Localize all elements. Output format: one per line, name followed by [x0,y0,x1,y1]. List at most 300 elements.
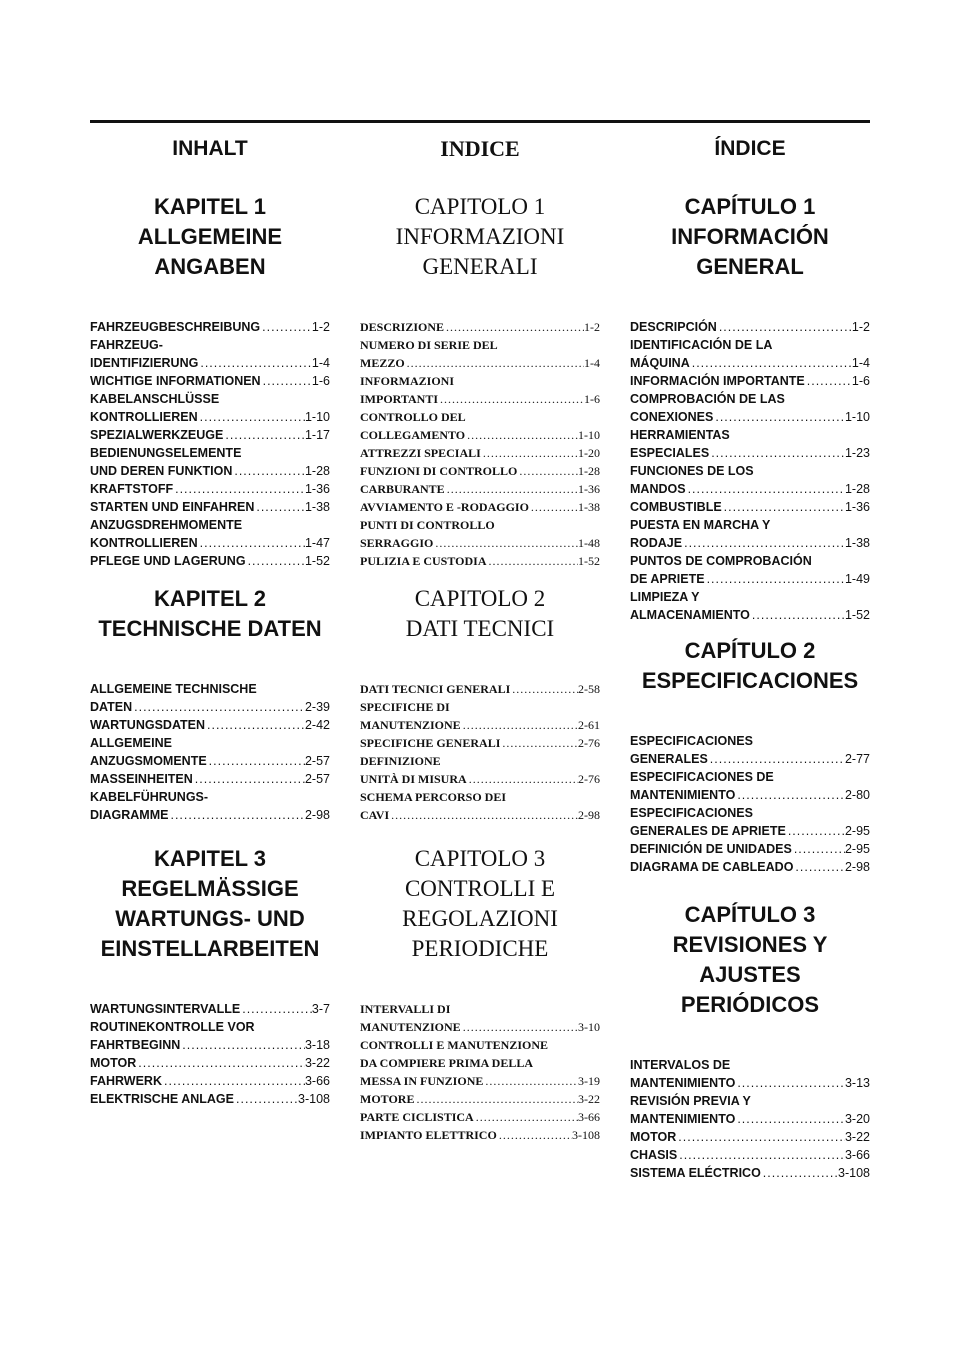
toc-entry-label: CHASIS [630,1148,678,1162]
toc-page-number: 1-38 [578,500,600,514]
chapter-1 [360,192,600,570]
dot-leader [438,390,584,408]
chapter-heading-line: KAPITEL 2 [153,586,267,611]
dot-leader [173,480,305,498]
toc-entry[interactable] [360,698,600,734]
toc-entry-row [630,1146,870,1164]
toc-entry-row [630,534,870,552]
toc-page-number: 1-52 [578,554,600,568]
toc-page-number: 3-108 [298,1092,330,1106]
toc-page-number: 1-38 [844,536,870,550]
toc-entry-row [90,1090,330,1108]
chapter-heading-line: INFORMACIÓN [671,224,829,249]
toc-page-number: 1-28 [304,464,330,478]
toc-entry-row [90,534,330,552]
toc-page-number: 1-52 [844,608,870,622]
toc-page-number: 3-13 [844,1076,870,1090]
toc-entry[interactable] [90,734,330,770]
toc-list [90,1000,330,1108]
dot-leader [805,372,852,390]
toc-entry-label: MOTOR [630,1130,677,1144]
dot-leader [168,806,305,824]
toc-entry-label: INFORMACIÓN IMPORTANTE [630,374,805,388]
toc-entry-row [90,318,330,336]
dot-leader [708,750,845,768]
toc-page-number: 3-22 [578,1092,600,1106]
toc-entry-label: ALLGEMEINE [90,736,172,750]
toc-entry-label: DIAGRAMA DE CABLEADO [630,860,794,874]
toc-entry-label: BEDIENUNGSELEMENTE [90,446,242,460]
toc-entry-label: ROUTINEKONTROLLE VOR [90,1020,255,1034]
toc-entry-row [90,1054,330,1072]
toc-entry-label: MANTENIMIENTO [630,788,736,802]
chapter-1 [630,192,870,624]
dot-leader [234,1090,298,1108]
toc-page-number: 3-108 [838,1166,870,1180]
toc-entry-label: SISTEMA ELÉCTRICO [630,1166,761,1180]
toc-entry[interactable] [630,840,870,858]
toc-entry-row [90,426,330,444]
toc-entry-label: PUNTOS DE COMPROBACIÓN [630,554,812,568]
toc-entry-label: FAHRZEUG- [90,338,163,352]
toc-entry[interactable] [90,1000,330,1018]
toc-entry-label: CONTROLLI E MANUTENZIONE [360,1038,549,1052]
toc-entry[interactable] [90,1054,330,1072]
toc-entry-label: INTERVALLI DI [360,1002,451,1016]
toc-entry-label: MANDOS [630,482,686,496]
toc-page-number: 2-39 [304,700,330,714]
toc-entry[interactable] [630,462,870,498]
toc-entry-label: CONTROLLO DEL [360,410,466,424]
chapter-heading-line: CAPÍTULO 1 [684,194,816,219]
toc-entry-label: DESCRIZIONE [360,320,445,334]
toc-list [90,318,330,570]
column-title: INHALT [172,137,248,160]
toc-entry-label: DA COMPIERE PRIMA DELLA [360,1056,534,1070]
chapter-heading [360,192,600,282]
dot-leader [433,534,578,552]
dot-leader [735,1074,845,1092]
chapter-heading [90,192,330,282]
dot-leader [414,1090,578,1108]
toc-page-number: 1-28 [578,464,600,478]
toc-entry-row [90,1036,330,1054]
chapter-2 [360,584,600,824]
toc-entry[interactable] [630,804,870,840]
toc-entry[interactable] [90,770,330,788]
toc-entry-label: REVISIÓN PREVIA Y [630,1094,751,1108]
toc-entry-row [630,354,870,372]
toc-entry[interactable] [360,336,600,372]
toc-entry-row [630,372,870,390]
chapter-heading-line: AJUSTES [699,962,801,987]
toc-page-number: 2-98 [844,860,870,874]
toc-page-number: 1-52 [304,554,330,568]
toc-entry[interactable] [90,1072,330,1090]
toc-entry[interactable] [630,1092,870,1128]
toc-entry[interactable] [360,1108,600,1126]
toc-page-number: 2-61 [578,718,600,732]
toc-entry[interactable] [630,1128,870,1146]
toc-entry-label: ATTREZZI SPECIALI [360,446,481,460]
dot-leader [500,734,578,752]
toc-entry-label: CONEXIONES [630,410,714,424]
toc-entry-row [90,1000,330,1018]
dot-leader [180,1036,305,1054]
toc-entry-label: DEFINICIÓN DE UNIDADES [630,842,792,856]
chapter-heading [360,844,600,964]
toc-entry-row [630,408,870,426]
toc-entry-row [90,372,330,390]
toc-page-number: 1-38 [304,500,330,514]
chapter-3 [630,900,870,1182]
toc-page-number: 2-98 [304,808,330,822]
chapter-heading-line: PERIÓDICOS [680,992,820,1017]
dot-leader [676,1128,845,1146]
toc-page-number: 1-20 [578,446,600,460]
toc-entry-label: ALLGEMEINE TECHNISCHE [90,682,257,696]
toc-entry-label: COMBUSTIBLE [630,500,722,514]
toc-entry-label: FAHRTBEGINN [90,1038,181,1052]
toc-entry[interactable] [360,498,600,516]
toc-page-number: 1-2 [851,320,870,334]
chapter-heading-line: REGELMÄSSIGE [121,876,299,901]
toc-entry-label: GENERALES [630,752,708,766]
toc-entry-row [360,1090,600,1108]
toc-entry-row [360,498,600,516]
toc-entry-row [630,1128,870,1146]
toc-page-number: 1-23 [844,446,870,460]
toc-page-number: 2-95 [844,824,870,838]
toc-entry[interactable] [630,768,870,804]
dot-leader [260,318,312,336]
toc-entry-row [360,480,600,498]
toc-entry[interactable] [360,372,600,408]
toc-entry[interactable] [360,788,600,824]
toc-entry-row [360,680,600,698]
dot-leader [132,698,305,716]
toc-entry-label: MANUTENZIONE [360,718,461,732]
chapter-heading [630,636,870,696]
toc-entry-row [630,858,870,876]
toc-page-number: 3-18 [304,1038,330,1052]
toc-list [630,732,870,876]
toc-entry-row [90,498,330,516]
chapter-heading-line: WARTUNGS- UND [115,906,305,931]
toc-page-number: 3-66 [304,1074,330,1088]
toc-page-number: 1-10 [844,410,870,424]
dot-leader [198,534,305,552]
toc-entry-label: DESCRIPCIÓN [630,320,717,334]
toc-list [630,318,870,624]
toc-entry[interactable] [630,1146,870,1164]
toc-entry-label: SCHEMA PERCORSO DEI [360,790,507,804]
toc-entry-row [630,1074,870,1092]
toc-entry[interactable] [360,408,600,444]
toc-page-number: 1-17 [304,428,330,442]
toc-entry-label: GENERALES DE APRIETE [630,824,786,838]
toc-entry-label: UNITÀ DI MISURA [360,772,467,786]
dot-leader [405,354,584,372]
toc-entry-label: ESPECIFICACIONES [630,734,753,748]
toc-entry-label: MOTORE [360,1092,415,1106]
toc-entry[interactable] [90,552,330,570]
toc-entry-label: WICHTIGE INFORMATIONEN [90,374,261,388]
chapter-heading-line: CAPITOLO 2 [414,586,546,611]
chapter-heading-line: CAPÍTULO 3 [684,902,816,927]
dot-leader [461,716,578,734]
toc-entry-label: WARTUNGSINTERVALLE [90,1002,241,1016]
toc-entry-label: CARBURANTE [360,482,445,496]
toc-entry[interactable] [360,462,600,480]
toc-entry-label: FAHRWERK [90,1074,162,1088]
toc-entry-row [90,806,330,824]
chapter-heading [90,844,330,964]
toc-entry-label: KONTROLLIEREN [90,410,198,424]
chapter-heading-line: REVISIONES Y [672,932,828,957]
toc-entry[interactable] [360,680,600,698]
toc-page-number: 3-10 [578,1020,600,1034]
toc-entry-label: LIMPIEZA Y [630,590,700,604]
dot-leader [207,752,305,770]
toc-page-number: 1-28 [844,482,870,496]
toc-entry[interactable] [360,1036,600,1090]
chapter-heading [630,192,870,282]
toc-entry[interactable] [360,444,600,462]
toc-entry[interactable] [90,444,330,480]
toc-entry[interactable] [630,516,870,552]
toc-entry[interactable] [360,480,600,498]
toc-entry[interactable] [90,716,330,734]
dot-leader [486,552,578,570]
toc-entry-label: RODAJE [630,536,683,550]
toc-page-number: 2-58 [578,682,600,696]
dot-leader [240,1000,312,1018]
toc-list [360,318,600,570]
toc-page-number: 3-22 [304,1056,330,1070]
toc-list [360,1000,600,1144]
toc-entry-label: SPECIFICHE DI [360,700,450,714]
dot-leader [136,1054,305,1072]
toc-page-number: 2-77 [844,752,870,766]
dot-leader [481,444,578,462]
chapter-heading-line: KAPITEL 3 [153,846,267,871]
toc-entry-label: ESPECIALES [630,446,710,460]
dot-leader [223,426,305,444]
toc-entry[interactable] [360,1000,600,1036]
toc-list [360,680,600,824]
toc-entry-row [90,480,330,498]
toc-entry-row [90,408,330,426]
dot-leader [722,498,845,516]
toc-entry[interactable] [90,318,330,336]
toc-entry-row [360,354,600,372]
chapter-heading-line: ALLGEMEINE [137,224,283,249]
toc-entry-row [90,752,330,770]
toc-entry-label: KABELFÜHRUNGS- [90,790,209,804]
toc-entry[interactable] [630,552,870,588]
toc-entry-row [630,606,870,624]
toc-entry-label: ANZUGSDREHMOMENTE [90,518,243,532]
toc-entry-label: SERRAGGIO [360,536,434,550]
chapter-heading [360,584,600,644]
dot-leader [682,534,845,552]
chapter-heading-line: ESPECIFICACIONES [641,668,859,693]
toc-entry[interactable] [360,734,600,752]
toc-entry[interactable] [360,1090,600,1108]
dot-leader [761,1164,838,1182]
toc-entry-label: ANZUGSMOMENTE [90,754,207,768]
dot-leader [444,318,584,336]
chapter-heading-line: ANGABEN [154,254,266,279]
toc-entry[interactable] [630,372,870,390]
toc-entry[interactable] [630,1056,870,1092]
toc-entry-row [90,354,330,372]
toc-entry-row [90,698,330,716]
toc-entry-label: HERRAMIENTAS [630,428,730,442]
chapter-heading-line: CAPITOLO 1 [414,194,546,219]
toc-entry-label: MANTENIMIENTO [630,1076,736,1090]
toc-entry-row [90,770,330,788]
toc-entry-row [630,444,870,462]
toc-entry[interactable] [90,336,330,372]
toc-entry[interactable] [630,1164,870,1182]
toc-entry[interactable] [630,426,870,462]
chapter-heading [630,900,870,1020]
toc-entry[interactable] [90,788,330,824]
dot-leader [793,858,845,876]
dot-leader [465,426,578,444]
toc-entry[interactable] [630,336,870,372]
toc-entry[interactable] [90,372,330,390]
top-rule [90,120,870,123]
toc-entry[interactable] [630,390,870,426]
toc-entry[interactable] [90,390,330,426]
toc-entry-label: INFORMAZIONI [360,374,455,388]
toc-entry-label: ESPECIFICACIONES DE [630,770,774,784]
dot-leader [461,1018,578,1036]
toc-entry[interactable] [90,1090,330,1108]
toc-entry-label: DE APRIETE [630,572,705,586]
toc-entry-label: KONTROLLIEREN [90,536,198,550]
toc-entry[interactable] [360,516,600,552]
toc-entry-label: PFLEGE UND LAGERUNG [90,554,246,568]
toc-page-number: 1-4 [311,356,330,370]
toc-list [90,680,330,824]
toc-entry-label: MANUTENZIONE [360,1020,461,1034]
toc-entry[interactable] [630,498,870,516]
toc-entry-label: MOTOR [90,1056,137,1070]
toc-entry-label: ELEKTRISCHE ANLAGE [90,1092,234,1106]
chapter-heading-line: KAPITEL 1 [153,194,267,219]
toc-entry[interactable] [360,318,600,336]
toc-entry[interactable] [360,552,600,570]
toc-entry-row [90,552,330,570]
toc-entry[interactable] [630,318,870,336]
toc-entry[interactable] [630,732,870,768]
toc-page-number: 2-76 [578,736,600,750]
toc-entry-label: KABELANSCHLÜSSE [90,392,220,406]
chapter-heading-line: DATI TECNICI [405,616,555,641]
toc-page-number: 1-49 [844,572,870,586]
toc-entry[interactable] [90,480,330,498]
toc-entry-row [90,1072,330,1090]
toc-page-number: 1-2 [311,320,330,334]
toc-entry-row [630,822,870,840]
dot-leader [713,408,845,426]
toc-page-number: 1-4 [851,356,870,370]
toc-entry-label: SPEZIALWERKZEUGE [90,428,224,442]
toc-entry[interactable] [630,858,870,876]
dot-leader [677,1146,845,1164]
toc-page-number: 2-57 [304,754,330,768]
toc-entry-label: AVVIAMENTO E -RODAGGIO [360,500,529,514]
toc-page-number: 1-36 [304,482,330,496]
chapter-3 [360,844,600,1144]
chapter-2 [630,636,870,876]
toc-entry[interactable] [90,1018,330,1054]
toc-page-number: 2-98 [578,808,600,822]
dot-leader [389,806,578,824]
toc-page-number: 2-80 [844,788,870,802]
toc-entry-label: IDENTIFIZIERUNG [90,356,199,370]
toc-entry[interactable] [360,1126,600,1144]
dot-leader [162,1072,305,1090]
toc-entry-row [360,806,600,824]
toc-entry-label: MANTENIMIENTO [630,1112,736,1126]
toc-entry-label: DIAGRAMME [90,808,169,822]
toc-entry[interactable] [90,426,330,444]
toc-entry-row [360,770,600,788]
dot-leader [474,1108,578,1126]
chapter-heading-line: GENERAL [696,254,804,279]
toc-entry[interactable] [90,516,330,552]
toc-entry-row [630,318,870,336]
toc-entry-label: INTERVALOS DE [630,1058,731,1072]
toc-entry-row [630,1164,870,1182]
toc-entry[interactable] [90,680,330,716]
chapter-heading-line: CONTROLLI E [404,876,556,901]
dot-leader [529,498,578,516]
dot-leader [705,570,845,588]
dot-leader [198,408,305,426]
dot-leader [254,498,305,516]
toc-entry-label: MEZZO [360,356,405,370]
toc-entry-row [360,390,600,408]
toc-page-number: 1-4 [584,356,600,370]
toc-page-number: 3-22 [844,1130,870,1144]
dot-leader [483,1072,578,1090]
toc-entry-row [360,1018,600,1036]
toc-entry-label: IDENTIFICACIÓN DE LA [630,338,773,352]
toc-page-number: 1-2 [584,320,600,334]
toc-list [630,1056,870,1182]
toc-entry-label: MESSA IN FUNZIONE [360,1074,484,1088]
toc-entry-label: ALMACENAMIENTO [630,608,750,622]
chapter-heading-line: CAPÍTULO 2 [684,638,816,663]
toc-entry-label: ESPECIFICACIONES [630,806,753,820]
dot-leader [517,462,578,480]
toc-entry[interactable] [360,752,600,788]
toc-entry-label: IMPIANTO ELETTRICO [360,1128,497,1142]
toc-entry[interactable] [630,588,870,624]
column-title: ÍNDICE [714,137,786,160]
toc-page-number: 2-42 [304,718,330,732]
toc-entry-label: FUNCIONES DE LOS [630,464,754,478]
toc-entry-row [630,1110,870,1128]
toc-entry[interactable] [90,498,330,516]
toc-page-number: 1-47 [304,536,330,550]
